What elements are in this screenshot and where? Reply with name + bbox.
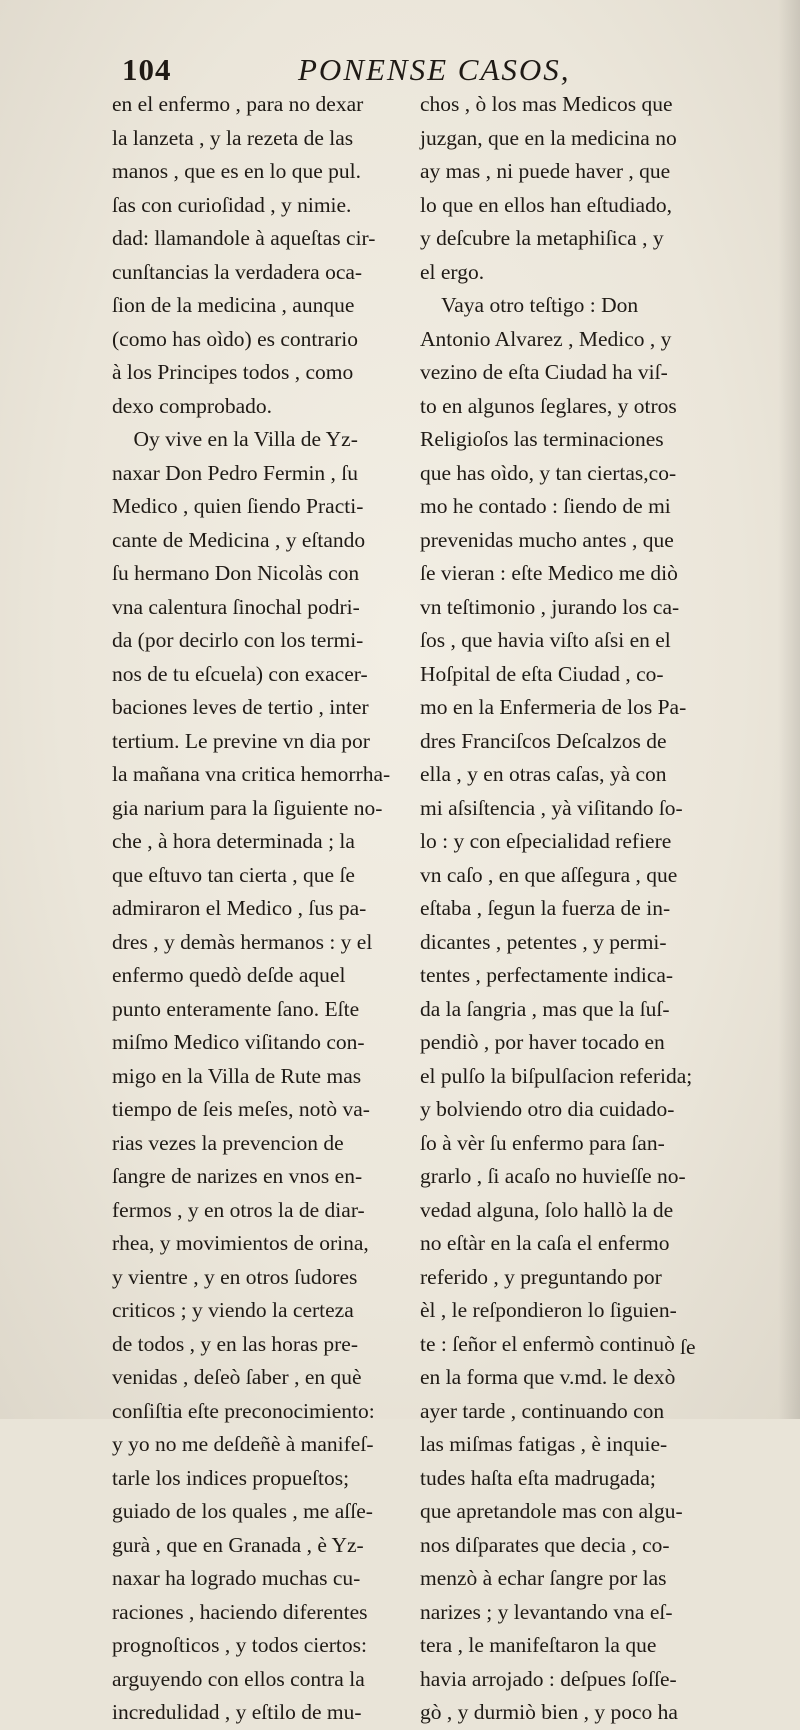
- text-line: nos diſparates que decia , co-: [420, 1532, 670, 1557]
- text-line: que apretandole mas con algu-: [420, 1499, 683, 1523]
- text-line: que eſtuvo tan cierta , que ſe: [112, 862, 355, 887]
- running-title: PONENSE CASOS,: [298, 52, 571, 87]
- text-line: naxar Don Pedro Fermin , ſu: [112, 460, 359, 485]
- text-line: ſas con curioſidad , y nimie.: [112, 192, 352, 217]
- text-line: te : ſeñor el enfermò continuò: [420, 1331, 675, 1356]
- text-line: prognoſticos , y todos ciertos:: [112, 1633, 367, 1657]
- text-line: de todos , y en las horas pre-: [112, 1331, 358, 1356]
- text-line: rias vezes la prevencion de: [112, 1130, 344, 1155]
- text-line: migo en la Villa de Rute mas: [112, 1063, 362, 1088]
- text-line: da (por decirlo con los termi-: [112, 628, 364, 652]
- text-line: grarlo , ſi acaſo no huvieſſe no-: [420, 1164, 686, 1188]
- text-line: fermos , y en otros la de diar-: [112, 1197, 365, 1222]
- text-line: vn caſo , en que aſſegura , que: [420, 862, 678, 887]
- text-line: dres Franciſcos Deſcalzos de: [420, 728, 667, 753]
- text-line: incredulidad , y eſtilo de mu-: [112, 1700, 362, 1724]
- page-number: 104: [122, 52, 172, 87]
- text-line: ſu hermano Don Nicolàs con: [112, 561, 360, 585]
- text-line: tertium. Le previne vn dia por: [112, 728, 370, 753]
- text-line: en la forma que v.md. le dexò: [420, 1365, 676, 1389]
- text-line: ſangre de narizes en vnos en-: [112, 1164, 363, 1188]
- text-line: criticos ; y viendo la certeza: [112, 1298, 354, 1322]
- text-line: y bolviendo otro dia cuidado-: [420, 1097, 675, 1121]
- text-line: mo he contado : ſiendo de mi: [420, 494, 671, 518]
- text-line: dres , y demàs hermanos : y el: [112, 929, 373, 954]
- text-line: en el enfermo , para no dexar: [112, 92, 364, 116]
- text-line: gò , y durmiò bien , y poco ha: [420, 1700, 678, 1724]
- text-line: lo que en ellos han eſtudiado,: [420, 192, 672, 217]
- text-line: cante de Medicina , y eſtando: [112, 527, 366, 552]
- text-line: pendiò , por haver tocado en: [420, 1030, 665, 1054]
- text-line: la mañana vna critica hemorrha-: [112, 762, 391, 786]
- text-line: venidas , deſeò ſaber , en què: [112, 1365, 362, 1389]
- text-line: tentes , perfectamente indica-: [420, 963, 674, 987]
- text-line: à los Principes todos , como: [112, 360, 354, 384]
- text-line: juzgan, que en la medicina no: [420, 125, 677, 150]
- text-line: menzò à echar ſangre por las: [420, 1566, 667, 1590]
- right-text-column: [420, 88, 712, 1730]
- text-line: tarle los indices propueſtos;: [112, 1465, 350, 1490]
- text-line: to en algunos ſeglares, y otros: [420, 393, 677, 418]
- text-line: Religioſos las terminaciones: [420, 427, 664, 451]
- text-line: la lanzeta , y la rezeta de las: [112, 125, 354, 150]
- text-line: y yo no me deſdeñè à manifeſ-: [112, 1432, 374, 1456]
- text-line: Vaya otro teſtigo : Don: [420, 293, 639, 317]
- left-text-column: [112, 88, 404, 1730]
- text-line: dicantes , petentes , y permi-: [420, 929, 667, 954]
- text-line: ſion de la medicina , aunque: [112, 293, 355, 317]
- text-line: havia arrojado : deſpues ſoſſe-: [420, 1666, 677, 1691]
- text-line: chos , ò los mas Medicos que: [420, 92, 673, 116]
- text-line: raciones , haciendo diferentes: [112, 1599, 368, 1624]
- page-edge-shadow: [778, 0, 800, 1419]
- text-line: nos de tu eſcuela) con exacer-: [112, 661, 368, 686]
- catchword: ſe: [680, 1335, 696, 1359]
- text-line: vezino de eſta Ciudad ha viſ-: [420, 360, 668, 384]
- text-line: referido , y preguntando por: [420, 1264, 662, 1289]
- text-line: dexo comprobado.: [112, 393, 273, 418]
- text-line: que has oìdo, y tan ciertas,co-: [420, 460, 677, 485]
- text-line: ayer tarde , continuando con: [420, 1398, 665, 1423]
- text-line: ay mas , ni puede haver , que: [420, 159, 671, 183]
- text-line: arguyendo con ellos contra la: [112, 1666, 365, 1691]
- text-line: no eſtàr en la caſa el enfermo: [420, 1231, 670, 1255]
- text-line: tiempo de ſeis meſes, notò va-: [112, 1097, 370, 1121]
- text-line: Antonio Alvarez , Medico , y: [420, 326, 672, 351]
- text-line: tera , le manifeſtaron la que: [420, 1633, 657, 1657]
- text-line: el ergo.: [420, 259, 485, 284]
- text-line: punto enteramente ſano. Eſte: [112, 996, 360, 1021]
- text-line: Oy vive en la Villa de Yz-: [112, 427, 358, 451]
- text-line: manos , que es en lo que pul.: [112, 159, 361, 183]
- text-line: (como has oìdo) es contrario: [112, 326, 358, 351]
- text-line: Hoſpital de eſta Ciudad , co-: [420, 661, 664, 686]
- text-line: gia narium para la ſiguiente no-: [112, 795, 383, 820]
- text-line: mi aſsiſtencia , yà viſitando ſo-: [420, 795, 683, 820]
- text-line: che , à hora determinada ; la: [112, 829, 355, 853]
- text-line: tudes haſta eſta madrugada;: [420, 1465, 656, 1490]
- text-line: da la ſangria , mas que la ſuſ-: [420, 996, 670, 1021]
- text-line: mo en la Enfermeria de los Pa-: [420, 695, 687, 719]
- text-line: eſtaba , ſegun la fuerza de in-: [420, 896, 671, 920]
- text-line: Medico , quien ſiendo Practi-: [112, 494, 364, 518]
- text-line: cunſtancias la verdadera oca-: [112, 259, 363, 284]
- text-line: vna calentura ſinochal podri-: [112, 594, 360, 619]
- text-line: vn teſtimonio , jurando los ca-: [420, 594, 680, 619]
- text-line: enfermo quedò deſde aquel: [112, 963, 346, 987]
- text-line: rhea, y movimientos de orina,: [112, 1231, 369, 1255]
- text-line: y deſcubre la metaphiſica , y: [420, 226, 664, 250]
- text-line: ella , y en otras caſas, yà con: [420, 762, 667, 786]
- text-line: gurà , que en Granada , è Yz-: [112, 1532, 364, 1557]
- text-line: las miſmas fatigas , è inquie-: [420, 1432, 668, 1456]
- text-line: el pulſo la biſpulſacion referida;: [420, 1063, 693, 1088]
- text-line: y vientre , y en otros ſudores: [112, 1264, 358, 1289]
- text-line: vedad alguna, ſolo hallò la de: [420, 1197, 674, 1222]
- text-line: lo : y con eſpecialidad refiere: [420, 829, 672, 853]
- text-line: guiado de los quales , me aſſe-: [112, 1499, 373, 1523]
- text-line: baciones leves de tertio , inter: [112, 695, 369, 719]
- text-line: admiraron el Medico , ſus pa-: [112, 896, 367, 920]
- text-line: conſiſtia eſte preconocimiento:: [112, 1398, 375, 1423]
- text-line: naxar ha logrado muchas cu-: [112, 1566, 361, 1590]
- text-line: narizes ; y levantando vna eſ-: [420, 1599, 673, 1624]
- text-line: ſe vieran : eſte Medico me diò: [420, 561, 678, 585]
- text-line: miſmo Medico viſitando con-: [112, 1030, 365, 1054]
- text-line: ſos , que havia viſto aſsi en el: [420, 628, 671, 652]
- text-line: prevenidas mucho antes , que: [420, 527, 674, 552]
- text-line: èl , le reſpondieron lo ſiguien-: [420, 1298, 677, 1322]
- text-line: ſo à vèr ſu enfermo para ſan-: [420, 1130, 665, 1155]
- text-line: dad: llamandole à aqueſtas cir-: [112, 226, 376, 250]
